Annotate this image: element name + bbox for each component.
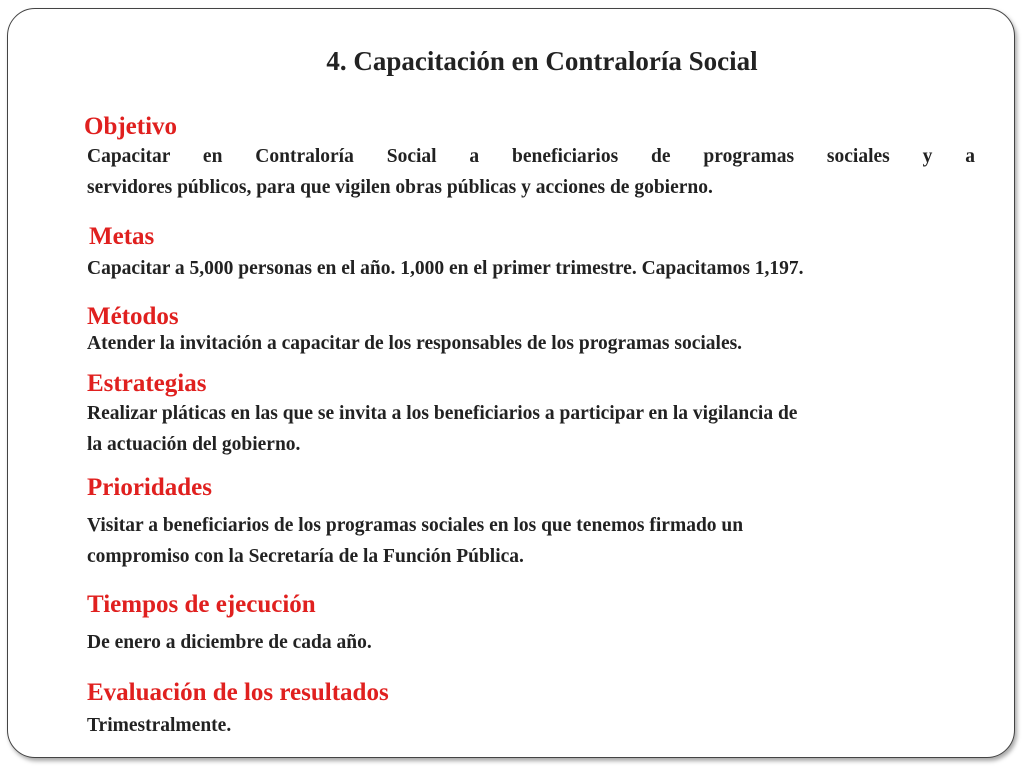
text-metas: Capacitar a 5,000 personas en el año. 1,000 en el primer trimestre. Capacitamos 1,197.: [87, 258, 804, 279]
text-prioridades-line-2: compromiso con la Secretaría de la Función Pública.: [87, 546, 524, 567]
text-objetivo-line-2: servidores públicos, para que vigilen obras públicas y acciones de gobierno.: [87, 177, 713, 198]
text-tiempos: De enero a diciembre de cada año.: [87, 632, 372, 653]
heading-evaluacion: Evaluación de los resultados: [87, 679, 389, 706]
text-estrategias-line-1: Realizar pláticas en las que se invita a los beneficiarios a participar en la vigilancia de: [87, 403, 798, 424]
text-objetivo-line-1: Capacitar en Contraloría Social a beneficiarios de programas sociales y a: [87, 146, 975, 167]
text-evaluacion: Trimestralmente.: [87, 715, 232, 736]
text-estrategias-line-2: la actuación del gobierno.: [87, 434, 301, 455]
text-prioridades-line-1: Visitar a beneficiarios de los programas sociales en los que tenemos firmado un: [87, 515, 744, 536]
text-estrategias: [87, 398, 797, 460]
heading-objetivo: Objetivo: [84, 113, 178, 140]
text-metodos: Atender la invitación a capacitar de los responsables de los programas sociales.: [87, 333, 743, 354]
heading-metodos: Métodos: [87, 303, 179, 330]
heading-prioridades: Prioridades: [87, 474, 212, 501]
heading-metas: Metas: [89, 223, 155, 250]
text-prioridades: [87, 510, 743, 572]
slide-title: 4. Capacitación en Contraloría Social: [326, 46, 758, 76]
heading-estrategias: Estrategias: [87, 370, 207, 397]
text-objetivo: [87, 141, 975, 203]
heading-tiempos: Tiempos de ejecución: [87, 591, 316, 618]
